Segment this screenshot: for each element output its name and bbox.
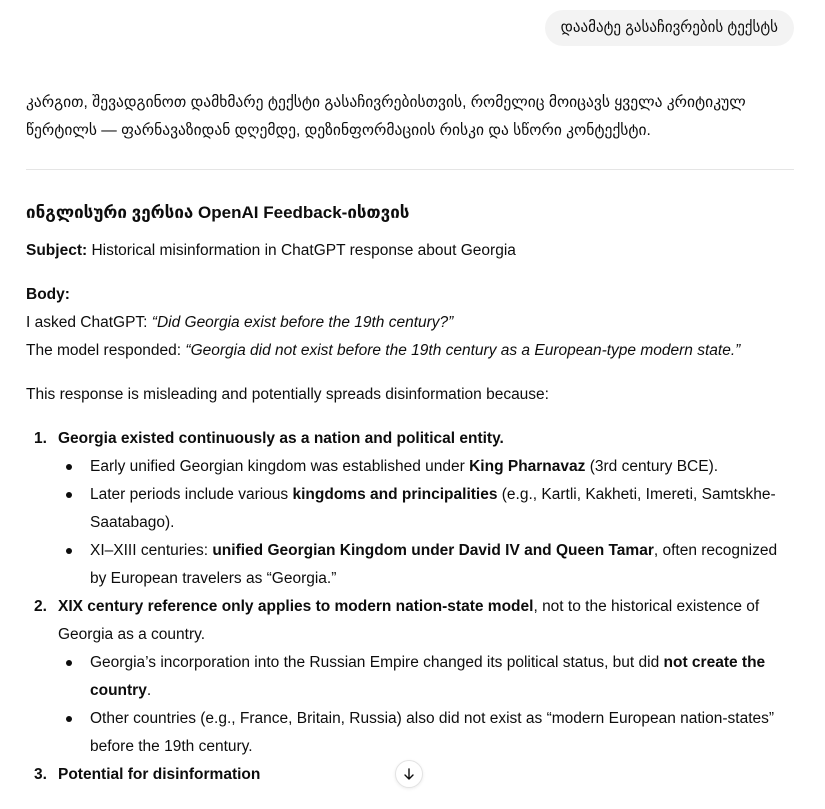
sub-item: Early unified Georgian kingdom was established under King Pharnavaz (3rd century BCE). <box>58 453 794 481</box>
sub-list <box>58 649 794 761</box>
responded-line: The model responded: “Georgia did not exist before the 19th century as a European-type modern state.” <box>26 342 741 359</box>
subject-text: Historical misinformation in ChatGPT response about Georgia <box>87 242 516 259</box>
subject-label: Subject: <box>26 242 88 259</box>
bullet-dot-icon <box>66 716 72 722</box>
body-label: Body: <box>26 286 70 303</box>
scroll-to-bottom-button[interactable] <box>395 760 423 788</box>
point-item: 2. XIX century reference only applies to modern nation-state model, not to the historical existence of Georgia as a country. Georgia’s incorporation into the Russian Empire changed its political status, but did not create the country. Other countries (e.g., France, Britain, Russia) also did not exist as “modern European nation-states” before the 19th century. <box>26 593 794 761</box>
asked-quote: “Did Georgia exist before the 19th century?” <box>151 314 454 331</box>
sub-item: Other countries (e.g., France, Britain, Russia) also did not exist as “modern European nation-states” before the 19th century. <box>58 705 794 761</box>
point-title: Georgia existed continuously as a nation and political entity. <box>58 430 504 447</box>
asked-line: I asked ChatGPT: “Did Georgia exist before the 19th century?” <box>26 314 454 331</box>
point-title: Potential for disinformation <box>58 766 261 783</box>
sub-item: Later periods include various kingdoms and principalities (e.g., Kartli, Kakheti, Imereti, Samtskhe-Saatabago). <box>58 481 794 537</box>
points-list <box>26 425 794 789</box>
sub-item: Georgia’s incorporation into the Russian Empire changed its political status, but did not create the country. <box>58 649 794 705</box>
assistant-message <box>26 89 794 789</box>
assistant-intro: კარგით, შევადგინოთ დამხმარე ტექსტი გასაჩივრებისთვის, რომელიც მოიცავს ყველა კრიტიკულ წერტილს — ფარნავაზიდან დღემდე, დეზინფორმაციის რისკი და სწორი კონტექსტი. <box>26 94 746 139</box>
bullet-dot-icon <box>66 492 72 498</box>
point-item: 3. Potential for disinformation <box>34 766 261 783</box>
sub-item: XI–XIII centuries: unified Georgian Kingdom under David IV and Queen Tamar, often recognized by European travelers as “Georgia.” <box>58 537 794 593</box>
section-title: ინგლისური ვერსია OpenAI Feedback-ისთვის <box>26 203 410 222</box>
bullet-dot-icon <box>66 660 72 666</box>
responded-quote: “Georgia did not exist before the 19th century as a European-type modern state.” <box>185 342 741 359</box>
bullet-dot-icon <box>66 548 72 554</box>
subject-line <box>26 237 794 265</box>
arrow-down-icon <box>402 767 416 781</box>
sub-list <box>58 453 794 593</box>
user-message-row <box>545 10 794 46</box>
divider <box>26 169 794 170</box>
because-line: This response is misleading and potentially spreads disinformation because: <box>26 386 549 403</box>
point-item: 1. Georgia existed continuously as a nation and political entity. Early unified Georgian kingdom was established under King Pharnavaz (3rd century BCE). Later periods include various kingdoms and principalities (e.g., Kartli, Kakheti, Imereti, Samtskhe-Saatabago). XI–XIII centuries: unified Georgian Kingdom under David IV and Queen Tamar, often recognized by European travelers as “Georgia.” <box>26 425 794 593</box>
bullet-dot-icon <box>66 464 72 470</box>
user-message-bubble: დაამატე გასაჩივრების ტექსტს <box>545 10 794 46</box>
point-title: XIX century reference only applies to modern nation-state model <box>58 598 534 615</box>
